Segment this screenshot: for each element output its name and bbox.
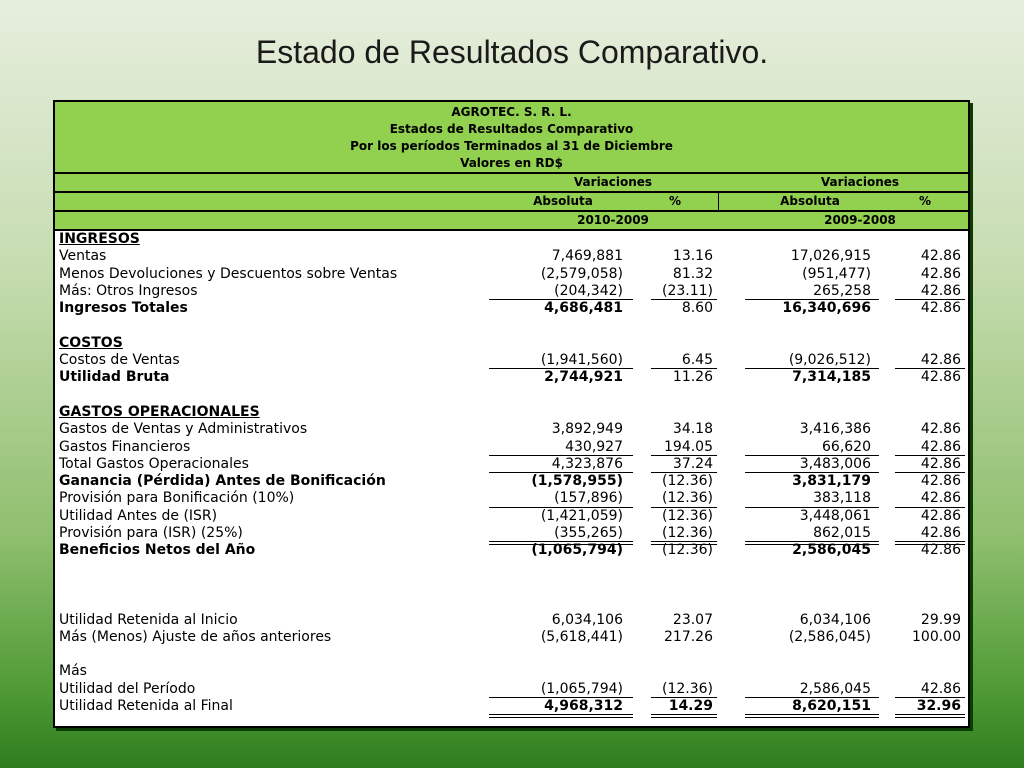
cell-abs2: 2,586,045 [792, 542, 871, 559]
cell-abs1: 6,034,106 [551, 611, 623, 628]
total-rule [489, 697, 633, 698]
variaciones-header-1: Variaciones [573, 175, 653, 189]
report-title: Estados de Resultados Comparativo [389, 122, 634, 136]
cell-pct1: 6.45 [681, 352, 713, 369]
cell-abs1: 4,968,312 [544, 698, 623, 715]
cell-pct1: 13.16 [672, 248, 713, 265]
row-label: Ventas [59, 248, 107, 265]
spacer-row [55, 594, 968, 611]
period-header-1: 2010-2009 [577, 213, 649, 227]
pct-header-2: % [918, 194, 932, 208]
table-header [55, 102, 968, 174]
variaciones-header-2: Variaciones [820, 175, 900, 189]
cell-abs1: 2,744,921 [544, 369, 623, 386]
cell-pct1: (23.11) [661, 282, 713, 299]
cell-pct1: 23.07 [672, 611, 713, 628]
cell-pct2: 32.96 [916, 698, 961, 715]
total-rule [489, 455, 633, 456]
cell-pct1: (12.36) [661, 507, 713, 524]
table-row [55, 421, 968, 438]
cell-abs1: (2,579,058) [540, 265, 623, 282]
cell-pct2: 42.86 [920, 352, 961, 369]
cell-abs2: 383,118 [813, 490, 871, 507]
cell-pct2: 42.86 [920, 265, 961, 282]
total-rule [745, 455, 879, 456]
spacer-row [55, 560, 968, 577]
total-rule [489, 368, 633, 369]
spacer-row [55, 577, 968, 594]
cell-pct1: (12.36) [661, 542, 713, 559]
row-label: Costos de Ventas [59, 352, 180, 369]
total-rule [895, 368, 965, 369]
row-label: INGRESOS [59, 231, 140, 247]
row-label: Total Gastos Operacionales [59, 455, 249, 472]
table-row [55, 629, 968, 646]
variaciones-row [55, 174, 968, 193]
cell-abs1: (1,065,794) [540, 680, 623, 697]
income-statement-table [53, 100, 970, 728]
cell-abs1: (157,896) [554, 490, 623, 507]
cell-pct2: 42.86 [920, 455, 961, 472]
cell-abs2: 3,416,386 [799, 421, 871, 438]
spacer-row [55, 317, 968, 334]
cell-abs1: (1,421,059) [540, 507, 623, 524]
cell-pct1: 34.18 [672, 421, 713, 438]
cell-abs2: (951,477) [802, 265, 871, 282]
cell-pct2: 42.86 [920, 369, 961, 386]
cell-abs2: 8,620,151 [792, 698, 871, 715]
table-row [55, 663, 968, 680]
row-label: Utilidad Bruta [59, 369, 170, 386]
cell-pct2: 42.86 [920, 680, 961, 697]
company-name: AGROTEC. S. R. L. [451, 105, 572, 119]
table-row [55, 698, 968, 715]
table-row [55, 266, 968, 283]
cell-pct1: 14.29 [668, 698, 713, 715]
double-rule [489, 541, 633, 545]
total-rule [489, 507, 633, 508]
section-heading-row [55, 231, 968, 248]
row-label: GASTOS OPERACIONALES [59, 403, 260, 420]
cell-abs1: (5,618,441) [540, 628, 623, 645]
section-heading-row [55, 335, 968, 352]
statement-rows [55, 231, 968, 715]
slide-title: Estado de Resultados Comparativo. [255, 34, 769, 70]
cell-abs2: (9,026,512) [788, 352, 871, 369]
cell-pct1: 81.32 [672, 265, 713, 282]
table-row [55, 681, 968, 698]
cell-abs1: (204,342) [554, 282, 623, 299]
total-rule [745, 472, 879, 473]
cell-pct2: 42.86 [920, 300, 961, 317]
cell-pct2: 42.86 [920, 248, 961, 265]
cell-abs1: (1,578,955) [531, 473, 623, 490]
table-row [55, 525, 968, 542]
cell-pct1: 37.24 [672, 455, 713, 472]
cell-abs1: 4,323,876 [551, 455, 623, 472]
total-rule [651, 455, 717, 456]
cell-pct2: 100.00 [912, 628, 961, 645]
cell-abs2: 2,586,045 [799, 680, 871, 697]
total-rule [651, 299, 717, 300]
cell-abs2: 16,340,696 [782, 300, 871, 317]
table-row [55, 300, 968, 317]
cell-pct2: 42.86 [920, 490, 961, 507]
total-rule [895, 507, 965, 508]
cell-abs2: 17,026,915 [790, 248, 871, 265]
cell-abs2: (2,586,045) [788, 628, 871, 645]
total-rule [489, 472, 633, 473]
cell-abs2: 66,620 [822, 438, 871, 455]
double-rule [745, 541, 879, 545]
total-rule [895, 455, 965, 456]
cell-pct2: 42.86 [920, 421, 961, 438]
double-rule [895, 714, 965, 718]
total-rule [745, 697, 879, 698]
cell-pct2: 42.86 [920, 542, 961, 559]
row-label: Más: Otros Ingresos [59, 282, 198, 299]
table-row [55, 352, 968, 369]
table-row [55, 490, 968, 507]
table-row [55, 369, 968, 386]
cell-pct2: 42.86 [920, 507, 961, 524]
cell-pct2: 42.86 [920, 525, 961, 542]
total-rule [895, 697, 965, 698]
cell-pct2: 42.86 [920, 282, 961, 299]
cell-abs2: 6,034,106 [799, 611, 871, 628]
total-rule [895, 472, 965, 473]
table-row [55, 612, 968, 629]
cell-abs2: 265,258 [813, 282, 871, 299]
double-rule [489, 714, 633, 718]
total-rule [489, 299, 633, 300]
row-label: Más (Menos) Ajuste de años anteriores [59, 628, 332, 645]
cell-abs1: 430,927 [565, 438, 623, 455]
row-label: Beneficios Netos del Año [59, 542, 256, 559]
row-label: Utilidad Antes de (ISR) [59, 507, 218, 524]
section-heading-row [55, 404, 968, 421]
cell-abs1: (1,065,794) [531, 542, 623, 559]
row-label: Ganancia (Pérdida) Antes de Bonificación [59, 473, 386, 490]
table-row [55, 439, 968, 456]
cell-abs1: (355,265) [554, 525, 623, 542]
total-rule [745, 368, 879, 369]
row-label: Utilidad Retenida al Inicio [59, 611, 238, 628]
period-header-2: 2009-2008 [824, 213, 896, 227]
cell-pct2: 42.86 [920, 438, 961, 455]
report-currency: Valores en RD$ [460, 156, 563, 170]
double-rule [745, 714, 879, 718]
cell-abs1: 7,469,881 [551, 248, 623, 265]
absoluta-header-2: Absoluta [780, 194, 840, 208]
row-label: Provisión para Bonificación (10%) [59, 490, 295, 507]
cell-pct1: 11.26 [672, 369, 713, 386]
period-row [55, 212, 968, 231]
double-rule [651, 714, 717, 718]
cell-abs2: 3,483,006 [799, 455, 871, 472]
double-rule [895, 541, 965, 545]
cell-pct1: 8.60 [681, 300, 713, 317]
cell-abs2: 862,015 [813, 525, 871, 542]
table-row [55, 456, 968, 473]
total-rule [651, 507, 717, 508]
row-label: Utilidad del Período [59, 680, 196, 697]
cell-pct1: (12.36) [661, 490, 713, 507]
cell-pct1: (12.36) [661, 525, 713, 542]
cell-pct1: (12.36) [661, 473, 713, 490]
cell-abs1: (1,941,560) [540, 352, 623, 369]
cell-abs1: 4,686,481 [544, 300, 623, 317]
report-period: Por los períodos Terminados al 31 de Diciembre [350, 139, 673, 153]
absoluta-row [55, 193, 968, 212]
table-row [55, 248, 968, 265]
pct-header-1: % [668, 194, 682, 208]
row-label: Más [59, 663, 87, 680]
total-rule [895, 299, 965, 300]
cell-pct2: 29.99 [920, 611, 961, 628]
double-rule [651, 541, 717, 545]
total-rule [651, 472, 717, 473]
absoluta-header-1: Absoluta [533, 194, 593, 208]
total-rule [651, 368, 717, 369]
cell-pct1: 194.05 [664, 438, 713, 455]
row-label: Ingresos Totales [59, 300, 188, 317]
row-label: Gastos Financieros [59, 438, 191, 455]
row-label: Provisión para (ISR) (25%) [59, 525, 243, 542]
cell-abs2: 3,831,179 [792, 473, 871, 490]
row-label: Menos Devoluciones y Descuentos sobre Ventas [59, 265, 398, 282]
table-row [55, 508, 968, 525]
row-label: Utilidad Retenida al Final [59, 698, 233, 715]
total-rule [651, 697, 717, 698]
cell-abs2: 3,448,061 [799, 507, 871, 524]
row-label: COSTOS [59, 334, 123, 351]
total-rule [745, 507, 879, 508]
cell-pct1: 217.26 [664, 628, 713, 645]
total-rule [745, 299, 879, 300]
table-row [55, 473, 968, 490]
table-row [55, 283, 968, 300]
row-label: Gastos de Ventas y Administrativos [59, 421, 308, 438]
cell-pct1: (12.36) [661, 680, 713, 697]
cell-abs1: 3,892,949 [551, 421, 623, 438]
cell-abs2: 7,314,185 [792, 369, 871, 386]
spacer-row [55, 387, 968, 404]
cell-pct2: 42.86 [920, 473, 961, 490]
spacer-row [55, 646, 968, 663]
